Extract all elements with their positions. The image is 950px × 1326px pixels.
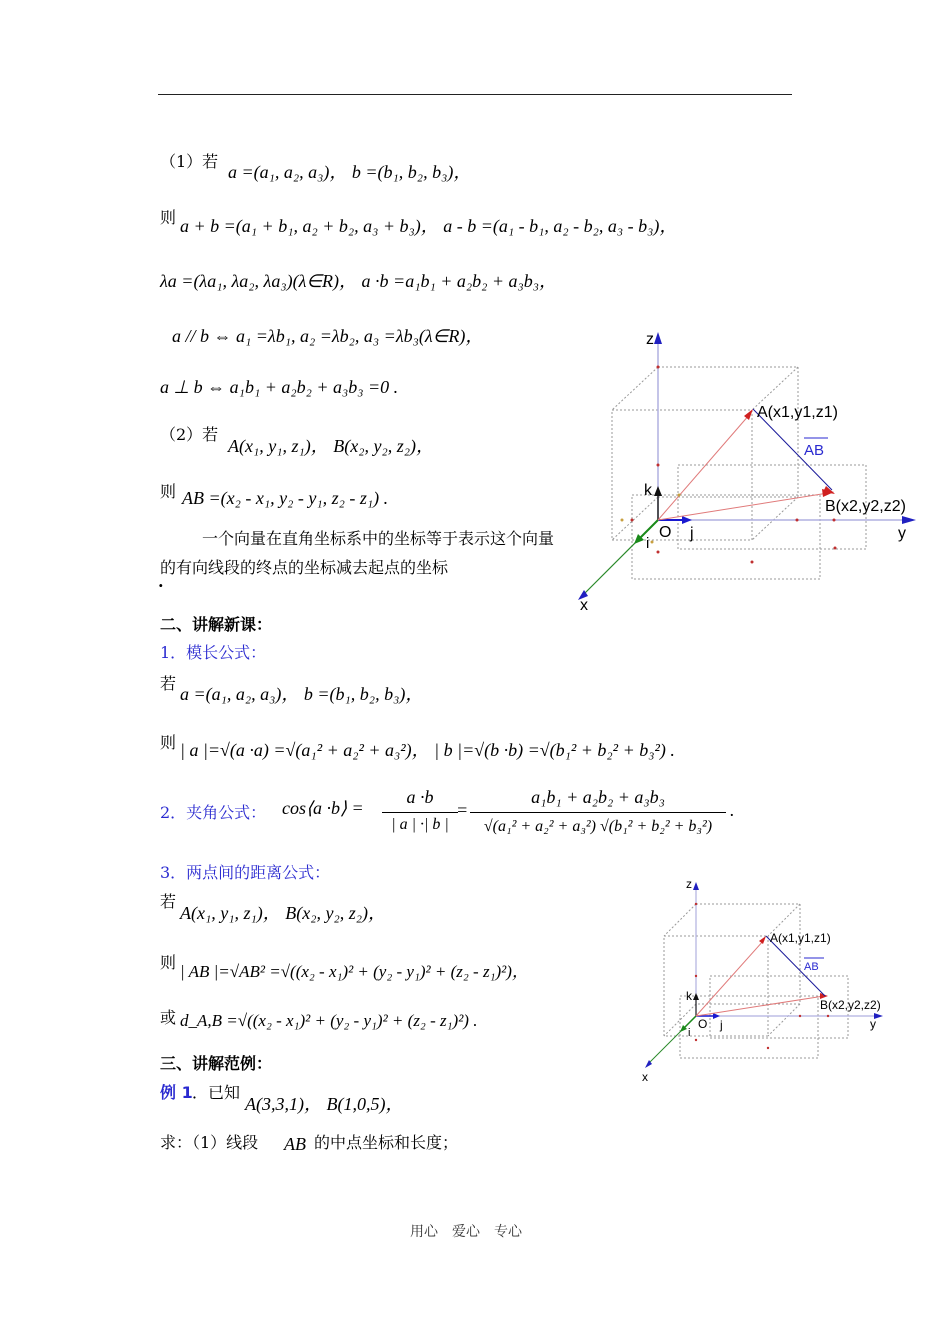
cos-end: .: [730, 800, 735, 820]
i-label-small: i: [688, 1027, 691, 1039]
l1-formula: a =(a₁, a₂, a₃)， b =(b₁, b₂, b₃)，: [228, 162, 472, 182]
example-formula: A(3,3,1)， B(1,0,5)，: [245, 1094, 404, 1114]
point-b-label-small: B(x2,y2,z2): [820, 998, 881, 1012]
fraction-bar-2: [470, 812, 726, 813]
item1-label: 1．模长公式：: [160, 643, 267, 662]
l4-formula: a // b ⇔ a₁ =λb₁, a₂ =λb₂, a₃ =λb₃(λ∈R)，: [172, 326, 484, 346]
z-axis-label: z: [646, 331, 654, 348]
l3-formula: λa =(λa₁, λa₂, λa₃)(λ∈R)， a ·b =a₁b₁ + a₂b₂ + a₃b₃，: [160, 271, 558, 291]
l6-prefix: （2）若: [160, 425, 219, 444]
cos-num2: a₁b₁ + a₂b₂ + a₃b₃: [531, 787, 665, 807]
x-axis-label-small: x: [642, 1070, 648, 1084]
z-axis-label-small: z: [686, 878, 692, 891]
j-label: j: [690, 525, 694, 542]
l1-prefix: （1）若: [160, 152, 219, 171]
i1b-prefix: 则: [160, 733, 177, 752]
cos-num1: a ·b: [406, 787, 434, 807]
coordinate-paragraph: 一个向量在直角坐标系中的坐标等于表示这个向量的有向线段的终点的坐标减去起点的坐标: [160, 529, 555, 577]
ask-math: AB: [284, 1134, 306, 1154]
ask-suffix: 的中点坐标和长度；: [314, 1133, 459, 1152]
i1-prefix: 若: [160, 674, 177, 693]
item2-label: 2．夹角公式：: [160, 803, 267, 822]
cos-left: cos⟨a ·b⟩ =: [282, 798, 364, 818]
i3-formula: A(x₁, y₁, z₁)， B(x₂, y₂, z₂)，: [180, 903, 386, 923]
i-label: i: [646, 535, 650, 552]
section3-heading: 三、讲解范例：: [160, 1054, 273, 1073]
point-a-label-small: A(x1,y1,z1): [770, 931, 831, 945]
y-axis-label-small: y: [870, 1017, 876, 1031]
d-formula: d_A,B =√((x₂ - x₁)² + (y₂ - y₁)² + (z₂ - z₁)²) .: [180, 1011, 478, 1030]
origin-label: O: [659, 524, 672, 541]
vector-ab-label: AB: [804, 442, 825, 459]
i3b-prefix: 则: [160, 953, 177, 972]
l5-formula: a ⊥ b ⇔ a₁b₁ + a₂b₂ + a₃b₃ =0 .: [160, 377, 399, 397]
l7-prefix: 则: [160, 482, 177, 501]
point-a-label: A(x1,y1,z1): [757, 404, 838, 421]
coordinate-figure-small: [640, 878, 900, 1088]
fraction-bar-1: [382, 812, 458, 813]
cos-den2: √(a₁² + a₂² + a₃²) √(b₁² + b₂² + b₃²): [483, 818, 713, 835]
distance-formula: | AB |=√AB² =√((x₂ - x₁)² + (y₂ - y₁)² + (z₂ - z₁)²)，: [180, 962, 529, 981]
y-axis-label: y: [898, 525, 906, 542]
i3c-prefix: 或: [160, 1008, 177, 1027]
i1-formula: a =(a₁, a₂, a₃)， b =(b₁, b₂, b₃)，: [180, 684, 424, 704]
page-footer: 用心 爱心 专心: [410, 1224, 522, 1240]
i3-prefix: 若: [160, 892, 177, 911]
l2-formula: a + b =(a₁ + b₁, a₂ + b₂, a₃ + b₃)， a - b =(a₁ - b₁, a₂ - b₂, a₃ - b₃)，: [180, 216, 678, 236]
k-label: k: [644, 482, 652, 499]
vector-ab-label-small: AB: [804, 961, 819, 973]
equals-sign: =: [456, 800, 469, 820]
paragraph-end-dot: .: [158, 572, 164, 591]
x-axis-label: x: [580, 597, 588, 614]
section2-heading: 二、讲解新课：: [160, 615, 273, 634]
example-label: 例 1: [160, 1083, 193, 1102]
origin-label-small: O: [698, 1017, 708, 1031]
coordinate-figure-large: [570, 320, 930, 620]
item3-label: 3．两点间的距离公式：: [160, 863, 331, 882]
l6-formula: A(x₁, y₁, z₁)， B(x₂, y₂, z₂)，: [228, 436, 434, 456]
point-b-label: B(x2,y2,z2): [825, 498, 906, 515]
l7-formula: AB =(x₂ - x₁, y₂ - y₁, z₂ - z₁) .: [182, 488, 389, 508]
j-label-small: j: [720, 1018, 723, 1032]
modulus-formula: | a |=√(a ·a) =√(a₁² + a₂² + a₃²)， | b |=√(b ·b) =√(b₁² + b₂² + b₃²) .: [180, 740, 675, 760]
example-prefix: ．已知: [192, 1083, 241, 1102]
ask-prefix: 求：（1）线段: [160, 1133, 259, 1152]
l2-prefix: 则: [160, 208, 177, 227]
header-rule: [158, 94, 792, 95]
k-label-small: k: [686, 989, 692, 1003]
cos-den1: | a | ·| b |: [391, 816, 449, 833]
